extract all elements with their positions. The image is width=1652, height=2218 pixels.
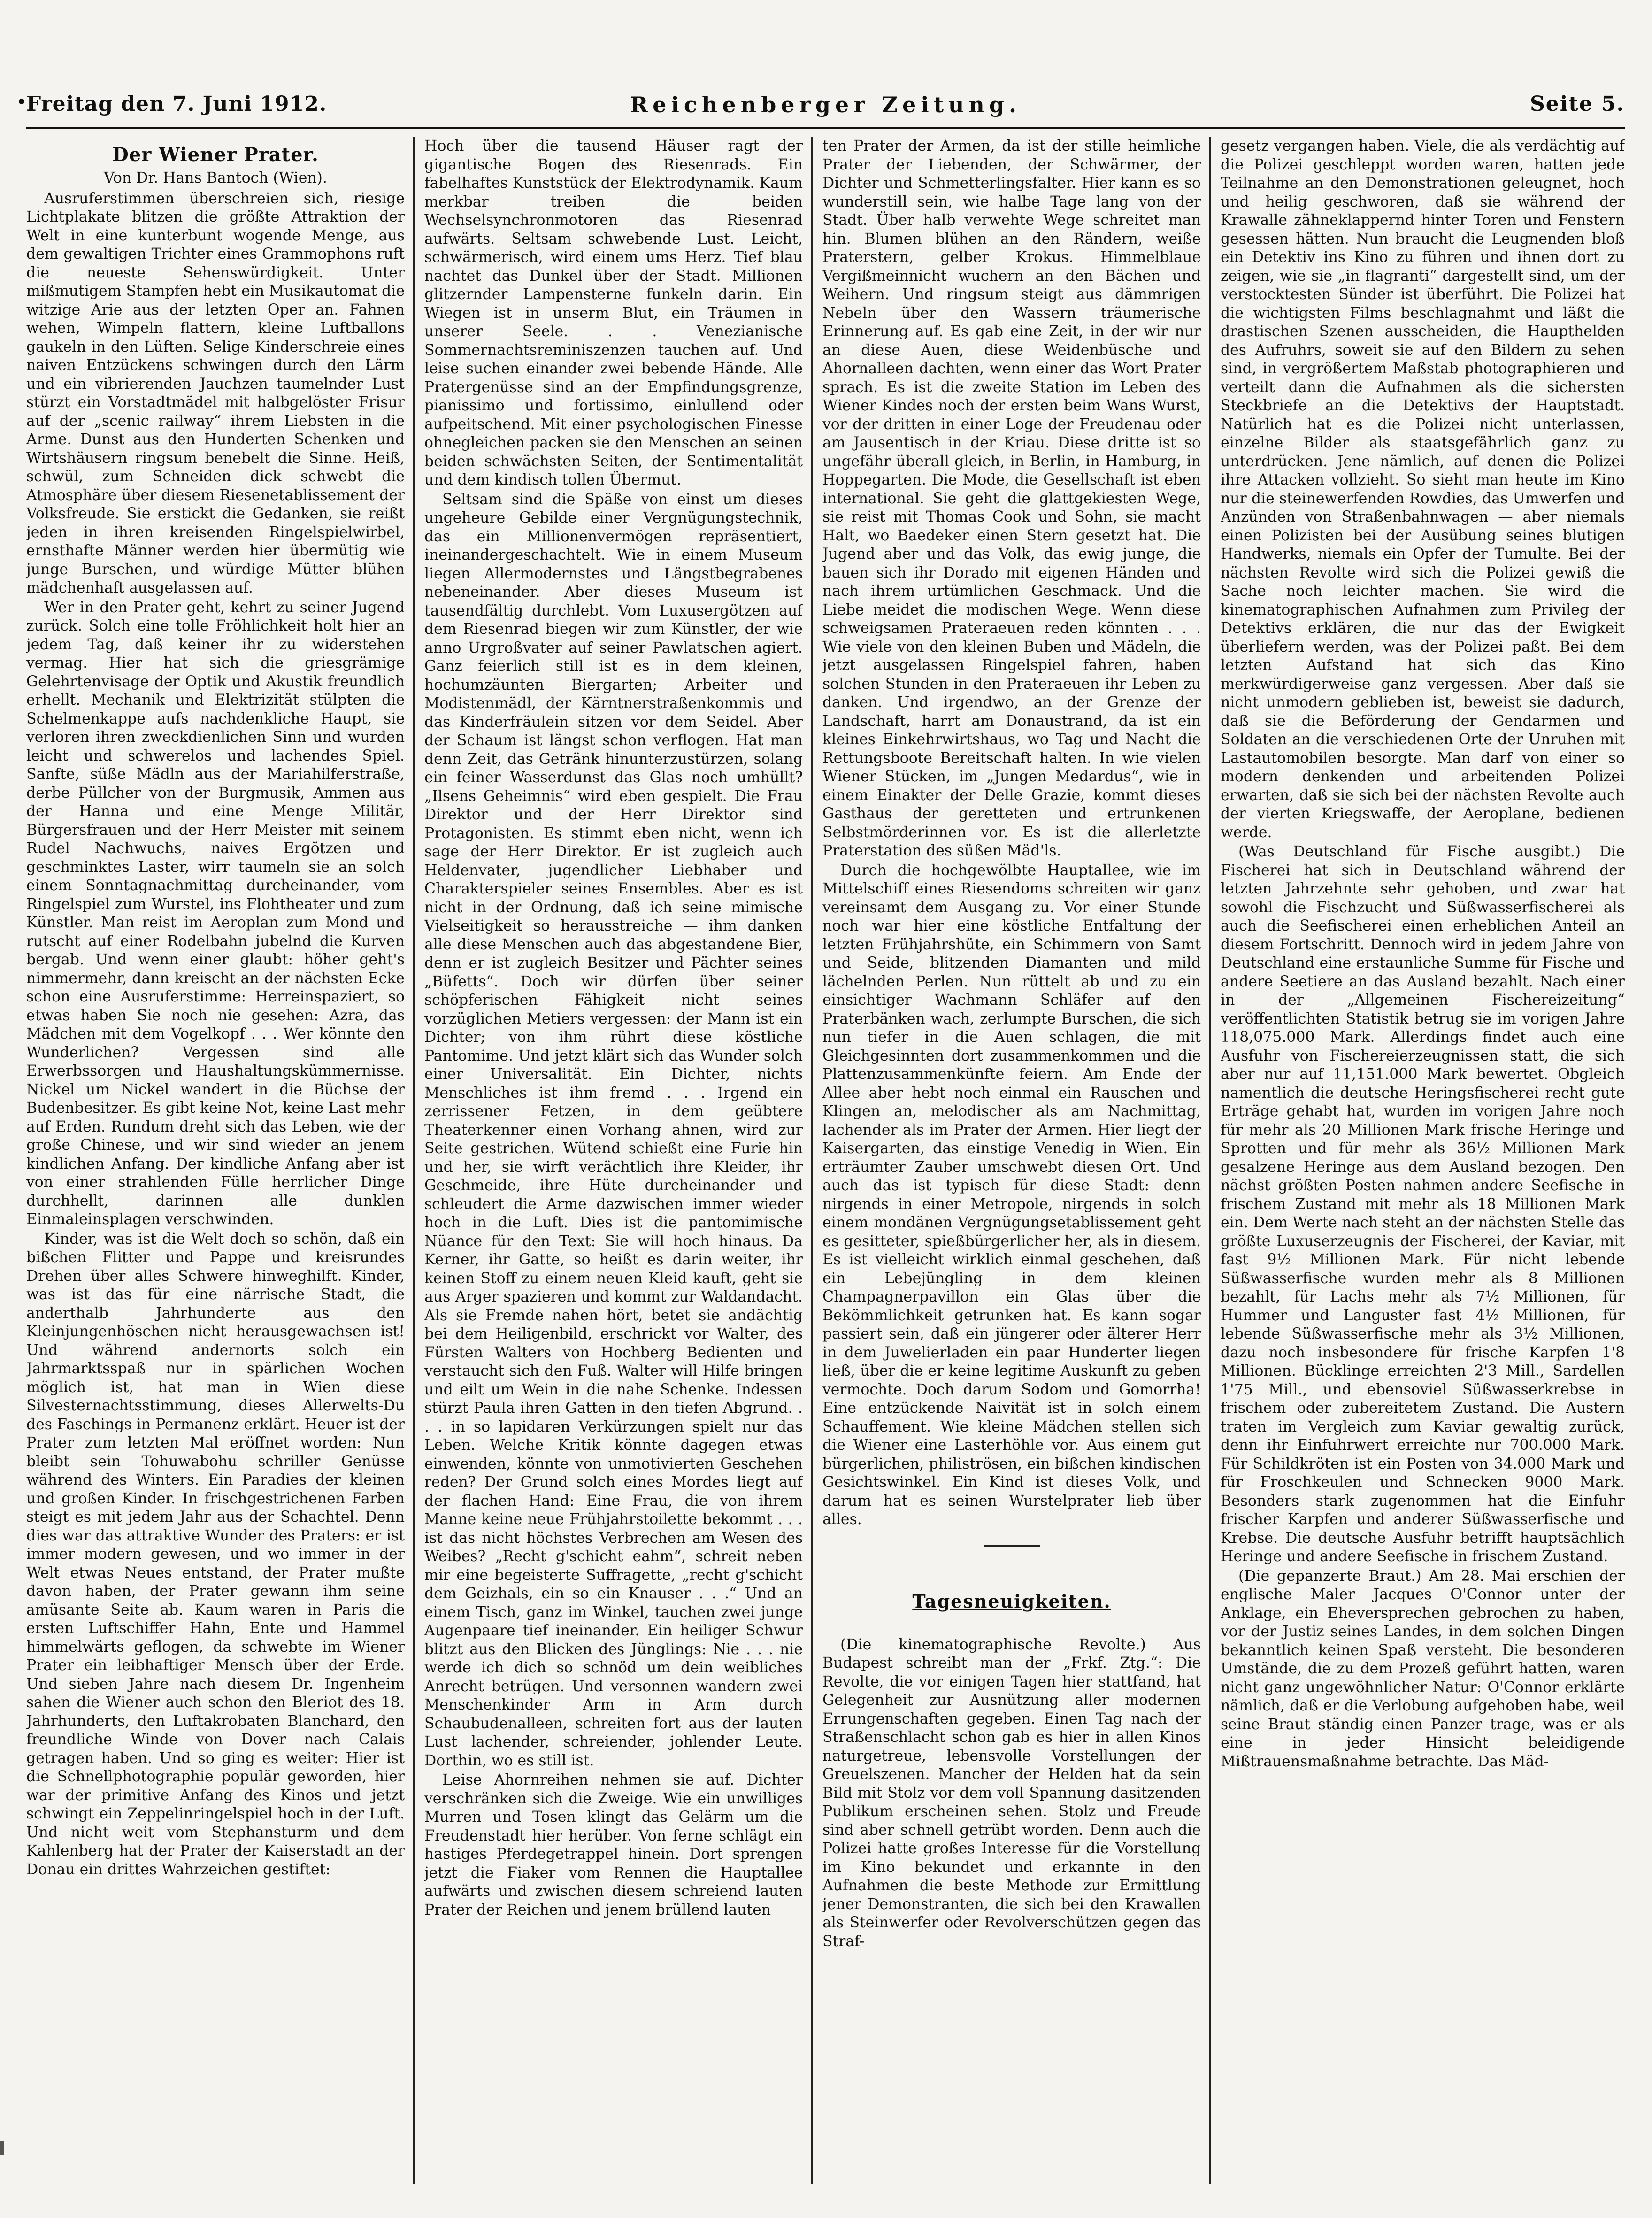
article-paragraph: Leise Ahornreihen nehmen sie auf. Dichter verschränken sich die Zweige. Wie ein unwilliges Murren und Tosen klingt das Gelärm um die Freudenstadt hier herüber. Von ferne schlägt ein hastiges Pferdegetrappel hinein. Dort sprengen jetzt die Fiaker vom Rennen die Hauptallee aufwärts und zwischen diesem schreiend lauten Prater der Reichen und jenem brüllend lauten: [424, 1771, 803, 1918]
column-separator: [811, 137, 813, 2184]
article-title: Der Wiener Prater.: [112, 144, 319, 166]
page-edge-mark: [0, 2141, 4, 2155]
newspaper-title: Reichenberger Zeitung.: [630, 92, 1022, 117]
column-3: [822, 137, 1201, 2184]
column-1: [26, 137, 405, 2184]
issue-date: Freitag den 7. Juni 1912.: [26, 92, 327, 116]
column-2: [424, 137, 803, 2184]
article-paragraph: Durch die hochgewölbte Hauptallee, wie im Mittelschiff eines Riesendoms schreiten wir ganz vereinsamt dem Ausgang zu. Vor einer Stunde noch war hier eine köstliche Entfaltung der letzten Frühjahrshüte, ein Schimmern von Samt und Seide, blitzenden Diamanten und mild lächelnden Perlen. Nun rüttelt ab und zu ein einsichtiger Wachmann Schläfer auf den Praterbänken wach, zerlumpte Burschen, die sich nun tiefer in die Auen schlagen, die mit Gleichgesinnten dort zusammenkommen und die Plattenzusammenkünfte feiern. Am Ende der Allee aber hebt noch einmal ein Rauschen und Klingen an, melodischer als am Nachmittag, lachender als im Prater der Armen. Hier liegt der Kaisergarten, das einstige Venedig in Wien. Ein erträumter Zauber umschwebt diesen Ort. Und auch das ist typisch für diese Stadt: denn nirgends in einer Metropole, nirgends in solch einem mondänen Vergnügungsetablissement geht es gesitteter, spießbürgerlicher her, als in diesem. Es ist vielleicht wirklich einmal geschehen, daß ein Lebejüngling in dem kleinen Champagnerpavillon ein Glas über die Bekömmlichkeit getrunken hat. Es kann sogar passiert sein, daß ein jüngerer oder älterer Herr in dem Juwelierladen ein paar Hunderter liegen ließ, über die er keine legitime Auskunft zu geben vermochte. Doch darum Sodom und Gomorrha! Eine entzückende Naivität ist in solch einem Schauffement. Wie kleine Mädchen stellen sich die Wiener eine Lasterhöhle vor. Aus einem gut bürgerlichen, philiströsen, ein bißchen kindischen Gesichtswinkel. Ein Kind ist dieses Volk, und darum hat es seinen Wurstelprater lieb über alles.: [822, 862, 1201, 1528]
news-item: (Die gepanzerte Braut.) Am 28. Mai erschien der englische Maler Jacques O'Connor unter der Anklage, ein Eheversprechen gebrochen zu haben, vor der Justiz seines Landes, in dem solchen Dingen bekanntlich keinen Spaß versteht. Die besonderen Umstände, die zu dem Prozeß geführt hatten, waren nicht ganz ungewöhnlicher Natur: O'Connor erklärte nämlich, daß er die Verlobung aufgehoben habe, weil seine Braut ständig einen Panzer trage, was er als eine in jeder Hinsicht beleidigende Mißtrauensmaßnahme betrachte. Das Mäd-: [1221, 1567, 1625, 1770]
section-title: Tagesneuigkeiten.: [912, 1590, 1111, 1612]
article-paragraph: ten Prater der Armen, da ist der stille heimliche Prater der Liebenden, der Schwärmer, der Dichter und Schmetterlingsfalter. Hier kann es so wunderstill sein, wie halbe Tage lang von der Stadt. Über halb verwehte Wege schreitet man hin. Blumen blühen an den Rändern, weiße Praterstern, gelber Krokus. Himmelblaue Vergißmeinnicht wuchern an den Bächen und Weihern. Und ringsum steigt aus dämmrigen Nebeln über den Wassern träumerische Erinnerung auf. Es gab eine Zeit, in der wir nur an diese Auen, diese Weidenbüsche und Ahornalleen dachten, wenn einer das Wort Prater sprach. Es ist die zweite Station im Leben des Wiener Kindes noch der ersten beim Wans Wurst, vor der dritten in einer Loge der Freudenau oder am Jausentisch in der Kriau. Diese dritte ist so ungefähr überall gleich, in Berlin, in Hamburg, in Hoppegarten. Die Mode, die Gesellschaft ist eben international. Sie geht die glattgekiesten Wege, sie reist mit Thomas Cook und Sohn, sie macht Halt, wo Baedeker einen Stern gesetzt hat. Die Jugend aber und das Volk, das ewig junge, die bauen sich ihr Dorado mit eigenen Händen und nach ihrem urtümlichen Geschmack. Und die Liebe meidet die modischen Wege. Wenn diese schweigsamen Prateraeuen reden könnten . . . Wie viele von den kleinen Buben und Mädeln, die jetzt ausgelassen Ringelspiel fahren, haben solchen Stunden in den Prateraeuen ihr Leben zu danken. Und irgendwo, an der Grenze der Landschaft, harrt am Donaustrand, da ist ein kleines Einkehrwirtshaus, wo Tag und Nacht die Rettungsboote Bereitschaft halten. In wie vielen Wiener Stücken, im „Jungen Medardus“, wie in einem Einakter der Delle Grazie, kommt dieses Gasthaus der geretteten und ertrunkenen Selbstmörderinnen vor. Es ist die allerletzte Praterstation des süßen Mäd'ls.: [822, 138, 1201, 859]
article-paragraph: Hoch über die tausend Häuser ragt der gigantische Bogen des Riesenrads. Ein fabelhaftes Kunststück der Elektrodynamik. Kaum merkbar treiben die beiden Wechselsynchronmotoren das Riesenrad aufwärts. Seltsam schwebende Lust. Leicht, schwärmerisch, wird einem ums Herz. Tief blau nachtet das Dunkel über der Stadt. Millionen glitzernder Lampensterne funkeln darin. Ein Wiegen ist in unserm Blut, ein Träumen in unserer Seele. . . Venezianische Sommernachtsreminiszenzen tauchen auf. Und leise suchen einander zwei bebende Hände. Alle Pratergenüsse sind an der Empfindungsgrenze, pianissimo und fortissimo, einlullend oder aufpeitschend. Mit einer psychologischen Finesse ohnegleichen packen sie den Menschen an seinen beiden schwächsten Seiten, der Sentimentalität und dem kindisch tollen Übermut.: [424, 138, 803, 488]
page-number: Seite 5.: [1529, 92, 1625, 116]
article-paragraph: Ausruferstimmen überschreien sich, riesige Lichtplakate blitzen die größte Attraktion der Welt in eine kunterbunt wogende Menge, aus dem gewaltigen Trichter eines Grammophons ruft die neueste Sehenswürdigkeit. Unter mißmutigem Stampfen hebt ein Musikautomat die witzige Arie aus der letzten Oper an. Fahnen wehen, Wimpeln flattern, kleine Luftballons gaukeln in den Lüften. Selige Kinderschreie eines naiven Entzückens schwingen durch den Lärm und ein vibrierenden Jauchzen taumelnder Lust stürzt ein Vorstadtmädel mit halbgelöster Frisur auf der „scenic railway“ ihrem Liebsten in die Arme. Dunst aus den Hunderten Schenken und Wirtshäusern ringsum benebelt die Sinne. Heiß, schwül, zum Schneiden dick schwebt die Atmosphäre über diesem Riesenetablissement der Volksfreude. Sie erstickt die Gedanken, sie reißt jeden in ihren kreisenden Ringelspielwirbel, ernsthafte Männer werden hier übermütig wie junge Burschen, und würdige Mütter blühen mädchenhaft ausgelassen auf.: [26, 190, 405, 596]
page-header: [26, 92, 1625, 122]
header-rule: [26, 127, 1625, 129]
page-hole-mark: [19, 99, 24, 104]
article-paragraph: Seltsam sind die Späße von einst um dieses ungeheure Gebilde einer Vergnügungstechnik, das ein Millionenvermögen repräsentiert, ineinandergeschachtelt. Wie in einem Museum liegen Allermodernstes und Längstbegrabenes nebeneinander. Aber dieses Museum ist tausendfältig durchlebt. Vom Luxusergötzen auf dem Riesenrad biegen wir zum Künstler, der wie anno Urgroßvater auf seiner Pawlatschen agiert. Ganz feierlich still ist es in dem kleinen, hochumzäunten Biergarten; Arbeiter und Modistenmädl, der Kärntnerstraßenkommis und das Kinderfräulein sitzen vor dem Seidel. Aber der Schaum ist längst schon verflogen. Hat man denn Zeit, das Getränk hinunterzustürzen, solang ein feiner Wasserdunst das Glas noch umhüllt? „Ilsens Geheimnis“ wird eben gespielt. Die Frau Direktor und der Herr Direktor sind Protagonisten. Es stimmt eben nicht, wenn ich sage der Herr Direktor. Er ist zugleich auch Heldenvater, jugendlicher Liebhaber und Charakterspieler seines Ensembles. Aber es ist nicht in der Ordnung, daß ich seine mimische Vielseitigkeit so herausstreiche — ihm danken alle diese Menschen auch das abgestandene Bier, denn er ist zugleich Besitzer und Pächter seines „Büfetts“. Doch wir dürfen über seiner schöpferischen Fähigkeit nicht seines vorzüglichen Metiers vergessen: der Mann ist ein Dichter; von ihm rührt diese köstliche Pantomime. Und jetzt klärt sich das Wunder solch einer Universalität. Ein Dichter, nichts Menschliches ist ihm fremd . . . Irgend ein zerrissener Fetzen, in dem geübtere Theaterkenner einen Vorhang ahnen, wird zur Seite gestrichen. Wütend schießt eine Furie hin und her, sie wirft verächtlich ihre Kleider, ihr Geschmeide, ihre Hüte durcheinander und schleudert die Arme dazwischen immer wieder hoch in die Luft. Dies ist die pantomimische Nüance für den Text: Sie will hoch hinaus. Da Kerner, ihr Gatte, so heißt es darin weiter, ihr keinen Stoff zu einem neuen Kleid kauft, geht sie aus Arger spazieren und kommt zur Waldandacht. Als sie Fremde nahen hört, betet sie andächtig bei dem Heiligenbild, erschrickt vor Walter, des Fürsten Walters von Hochberg Bedienten und verstaucht sich den Fuß. Walter will Hilfe bringen und eilt um Wein in die nahe Schenke. Indessen stürzt Paula ihren Gatten in den tiefen Abgrund. . . . in so lapidaren Verkürzungen spielt nur das Leben. Welche Kritik könnte dagegen etwas einwenden, könnte von unmotivierten Geschehen reden? Der Grund solch eines Mordes liegt auf der flachen Hand: Eine Frau, die von ihrem Manne keine neue Frühjahrstoilette bekommt . . . ist das nicht höchstes Verbrechen am Wesen des Weibes? „Recht g'schicht eahm“, schreit neben mir eine begeisterte Suffragette, „recht g'schicht dem Geizhals, ein so ein Knauser . . .“ Und an einem Tisch, ganz im Winkel, tauchen zwei junge Augenpaare tief ineinander. Ein heiliger Schwur blitzt aus den Blicken des Jünglings: Nie . . . nie werde ich dich so schnöd um dein weibliches Anrecht betrügen. Und versonnen wandern zwei Menschenkinder Arm in Arm durch Schaubudenalleen, schreiten fort aus der lauten Lust lachender, schreiender, johlender Leute. Dorthin, wo es still ist.: [424, 491, 803, 1769]
section-divider: [984, 1545, 1040, 1547]
news-item: (Die kinematographische Revolte.) Aus Budapest schreibt man der „Frkf. Ztg.“: Die Revolte, die vor einigen Tagen hier stattfand, hat Gelegenheit zur Ausnützung aller modernen Errungenschaften gegeben. Einen Tag nach der Straßenschlacht schon gab es hier in allen Kinos naturgetreue, lebensvolle Vorstellungen der Greuelszenen. Mancher der Helden hat da sein Bild mit Stolz vor dem voll Spannung dasitzenden Publikum erscheinen sehen. Stolz und Freude sind aber schnell getrübt worden. Denn auch die Polizei hatte großes Interesse für die Vorstellung im Kino bekundet und erkannte in den Aufnahmen die beste Methode zur Ermittlung jener Demonstranten, die sich bei den Krawallen als Steinwerfer oder Revolverschützen gegen das Straf-: [822, 1636, 1201, 1950]
article-paragraph: Kinder, was ist die Welt doch so schön, daß ein bißchen Flitter und Pappe und kreisrundes Drehen über alles Schwere hinweghilft. Kinder, was ist das für eine närrische Stadt, die anderthalb Jahrhunderte aus den Kleinjungenhöschen nicht herausgewachsen ist! Und während andernorts solch ein Jahrmarktsspaß nur in spärlichen Wochen möglich ist, hat man in Wien diese Silvesternachtsstimmung, dieses Allerwelts-Du des Faschings in Permanenz erklärt. Heuer ist der Prater zum letzten Mal eröffnet worden: Nun bleibt sein Tohuwabohu schriller Genüsse während des Winters. Ein Paradies der kleinen und großen Kinder. In frischgestrichenen Farben steigt es mit jedem Jahr aus der Schachtel. Denn dies war das attraktive Wunder des Praters: er ist immer modern gewesen, und wo immer in der Welt etwas Neues entstand, der Prater mußte davon haben, der Prater gewann ihm seine amüsante Seite ab. Kaum waren in Paris die ersten Luftschiffer Hahn, Ente und Hammel himmelwärts geflogen, da schwebte im Wiener Prater ein leibhaftiger Mensch über der Erde. Und sieben Jahre nach diesem Dr. Ingenheim sahen die Wiener auch schon den Bleriot des 18. Jahrhunderts, den Luftakrobaten Blanchard, den freundliche Winde von Dover nach Calais getragen haben. Und so ging es weiter: Hier ist die Schnellphotographie populär geworden, hier war der primitive Anfang des Kinos und jetzt schwingt ein Zeppelinringelspiel hoch in der Luft. Und nicht weit vom Stephansturm und dem Kahlenberg hat der Prater der Kaiserstadt an der Donau ein drittes Wahrzeichen gestiftet:: [26, 1230, 405, 1878]
news-item: (Was Deutschland für Fische ausgibt.) Die Fischerei hat sich in Deutschland während der letzten Jahrzehnte sehr gehoben, und zwar hat sowohl die Fischzucht und Süßwasserfischerei als auch die Seefischerei einen erheblichen Anteil an diesem Fortschritt. Dennoch wird in jedem Jahre von Deutschland eine erstaunliche Summe für Fische und andere Seetiere an das Ausland bezahlt. Nach einer in der „Allgemeinen Fischereizeitung“ veröffentlichten Statistik betrug sie im vorigen Jahre 118,075.000 Mark. Allerdings findet auch eine Ausfuhr von Fischereierzeugnissen statt, die sich aber nur auf 11,151.000 Mark bewertet. Obgleich namentlich die deutsche Heringsfischerei recht gute Erträge gehabt hat, wurden im vorigen Jahre noch für mehr als 20 Millionen Mark frische Heringe und Sprotten und für mehr als 36½ Millionen Mark gesalzene Heringe aus dem Ausland bezogen. Den nächst größten Posten nahmen andere Seefische in frischem Zustand mit mehr als 18 Millionen Mark ein. Dem Werte nach steht an der nächsten Stelle das größte Luxuserzeugnis der Fischerei, der Kaviar, mit fast 9½ Millionen Mark. Für nicht lebende Süßwasserfische wurden mehr als 8 Millionen bezahlt, für Lachs mehr als 7½ Millionen, für Hummer und Languster fast 4½ Millionen, für lebende Süßwasserfische mehr als 3½ Millionen, dazu noch insbesondere für frische Karpfen 1'8 Millionen. Bücklinge erreichten 2'3 Mill., Sardellen 1'75 Mill., und ebensoviel Süßwasserkrebse in frischem oder zubereitetem Zustand. Die Austern traten im Vergleich zum Kaviar gewaltig zurück, denn ihr Einfuhrwert erreichte nur 700.000 Mark. Für Schildkröten ist ein Posten von 34.000 Mark und für Froschkeulen und Schnecken 9000 Mark. Besonders stark zugenommen hat die Einfuhr frischer Karpfen und anderer Süßwasserfische und Krebse. Die deutsche Ausfuhr betrifft hauptsächlich Heringe und andere Seefische in frischem Zustand.: [1221, 843, 1625, 1565]
news-item: gesetz vergangen haben. Viele, die als verdächtig auf die Polizei geschleppt worden waren, hatten jede Teilnahme an den Demonstrationen geleugnet, hoch und heilig geschworen, daß sie während der Krawalle zähneklappernd hinter Toren und Fenstern gesessen hätten. Nun braucht die Leugnenden bloß ein Detektiv ins Kino zu führen und ihnen dort zu zeigen, wie sie „in flagranti“ dargestellt sind, um der verstocktesten Sünder ist überführt. Die Polizei hat die wichtigsten Films beschlagnahmt und läßt die drastischen Szenen ausscheiden, die Haupthelden des Aufruhrs, soweit sie auf den Bildern zu sehen sind, in vergrößertem Maßstab photographieren und verteilt dann die Aufnahmen als die sichersten Steckbriefe an die Detektivs der Hauptstadt. Natürlich hat es die Polizei nicht unterlassen, einzelne Bilder als staatsgefährlich ganz zu unterdrücken. Jene nämlich, auf denen die Polizei ihre Attacken vollzieht. So sieht man heute im Kino nur die steinewerfenden Rowdies, das Umwerfen und Anzünden von Straßenbahnwagen — aber niemals einen Polizisten bei der Ausübung seines blutigen Handwerks, niemals ein Opfer der Tumulte. Bei der nächsten Revolte wird sich die Polizei gewiß die Sache noch leichter machen. Sie wird die kinematographischen Aufnahmen zum Privileg der Detektivs erklären, die nur das der Ewigkeit überliefern werden, was der Polizei paßt. Bei dem letzten Aufstand hat sich das Kino merkwürdigerweise ganz vergessen. Aber daß sie nicht unmodern geblieben ist, beweist sie dadurch, daß sie die Beförderung der Gendarmen und Soldaten an die verschiedenen Orte der Unruhen mit Lastautomobilen besorgte. Man darf von einer so modern denkenden und arbeitenden Polizei erwarten, daß sie sich bei der nächsten Revolte auch der vierten Kriegswaffe, der Aeroplane, bedienen werde.: [1221, 138, 1625, 841]
column-4: [1221, 137, 1625, 2184]
column-separator: [413, 137, 415, 2184]
article-byline: Von Dr. Hans Bantoch (Wien).: [104, 169, 327, 186]
column-separator: [1209, 137, 1211, 2184]
article-paragraph: Wer in den Prater geht, kehrt zu seiner Jugend zurück. Solch eine tolle Fröhlichkeit holt hier an jedem Tag, daß keiner ihr zu widerstehen vermag. Hier hat sich die griesgrämige Gelehrtenvisage der Optik und Akustik freundlich erhellt. Mechanik und Elektrizität stülpten die Schelmenkappe aufs nachdenkliche Haupt, sie verloren ihren zweckdienlichen Sinn und wurden leicht und schwerelos und lachendes Spiel. Sanfte, süße Mädln aus der Mariahilferstraße, derbe Püllcher von der Burgmusik, Ammen aus der Hanna und eine Menge Militär, Bürgersfrauen und der Herr Meister mit seinem Rudel Nachwuchs, naives Ergötzen und geschminktes Laster, wirr taumeln sie an solch einem Sonntagnachmittag durcheinander, vom Ringelspiel zum Wurstel, ins Flohtheater und zum Künstler. Man reist im Aeroplan zum Mond und rutscht auf einer Rodelbahn jubelnd die Kurven bergab. Und wenn einer glaubt: höher geht's nimmermehr, dann kreischt an der nächsten Ecke schon eine Ausruferstimme: Herreinspaziert, so etwas haben Sie noch nie gesehen: Azra, das Mädchen mit dem Vogelkopf . . . Wer könnte den Wunderlichen? Vergessen sind alle Erwerbssorgen und Haushaltungskümmernisse. Nickel um Nickel wandert in die Büchse der Budenbesitzer. Es gibt keine Not, keine Last mehr auf Erden. Rundum dreht sich das Leben, wie der große Chinese, und wir sind wieder an jenem kindlichen Anfang. Der kindliche Anfang aber ist von einer strahlenden Fülle herrlicher Dinge durchhellt, darinnen alle dunklen Einmaleinsplagen verschwinden.: [26, 599, 405, 1228]
